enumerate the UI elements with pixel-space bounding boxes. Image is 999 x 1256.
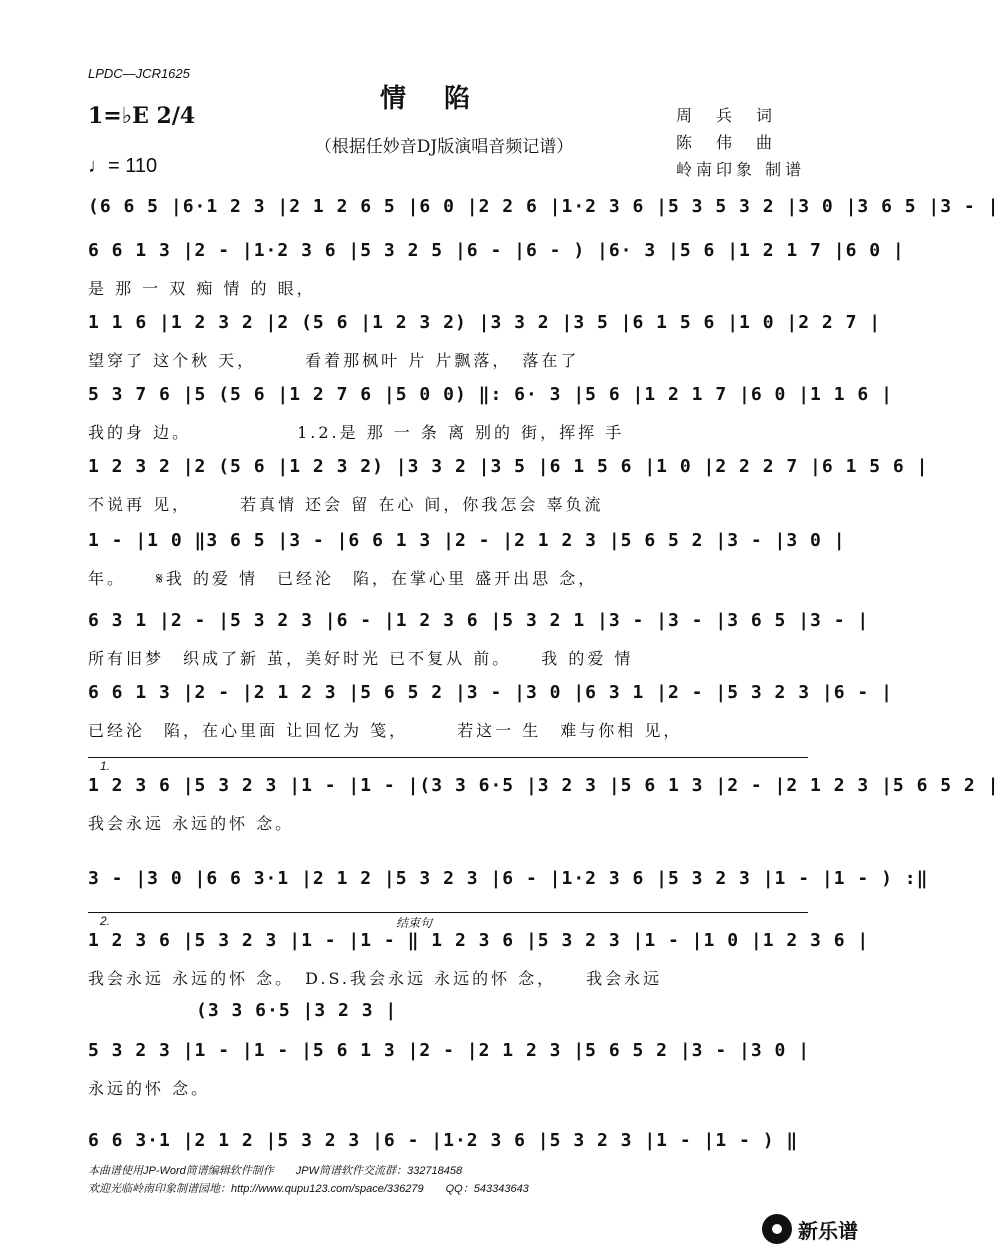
notes-line: 6 6 1 3 |2 - |2 1 2 3 |5 6 5 2 |3 - |3 0 |6 3 1 |2 - |5 3 2 3 |6 - | xyxy=(88,682,893,703)
volta-marker: 1. xyxy=(100,759,111,773)
notes-line: (6 6 5 |6·1 2 3 |2 1 2 6 5 |6 0 |2 2 6 |1·2 3 6 |5 3 5 3 2 |3 0 |3 6 5 |3 - | xyxy=(88,196,999,217)
notes-line: 1 - |1 0 ‖3 6 5 |3 - |6 6 1 3 |2 - |2 1 2 3 |5 6 5 2 |3 - |3 0 | xyxy=(88,530,846,551)
upper-voice-notes: (3 3 6·5 |3 2 3 | xyxy=(196,1000,398,1021)
volta-marker: 2. xyxy=(100,914,111,928)
logo-text: 新乐谱 xyxy=(798,1218,858,1243)
notes-line: 5 3 2 3 |1 - |1 - |5 6 1 3 |2 - |2 1 2 3 |5 6 5 2 |3 - |3 0 | xyxy=(88,1040,811,1061)
score-code: LPDC—JCR1625 xyxy=(88,66,190,81)
notes-line: 3 - |3 0 |6 6 3·1 |2 1 2 |5 3 2 3 |6 - |1·2 3 6 |5 3 2 3 |1 - |1 - ) :‖ xyxy=(88,868,929,889)
notes-line: 6 6 1 3 |2 - |1·2 3 6 |5 3 2 5 |6 - |6 - ) |6· 3 |5 6 |1 2 1 7 |6 0 | xyxy=(88,240,905,261)
volta-bracket xyxy=(88,912,808,913)
lyrics-line: 望穿了 这个秋 天， 看着那枫叶 片 片飘落， 落在了 xyxy=(88,351,580,370)
footer-website-note: 欢迎光临岭南印象制谱园地：http://www.qupu123.com/space/336279 QQ：543343643 xyxy=(88,1183,529,1195)
lyrics-line: 我的身 边。 1.2.是 那 一 条 离 别的 街，挥挥 手 xyxy=(88,423,625,442)
notes-line: 5 3 7 6 |5 (5 6 |1 2 7 6 |5 0 0) ‖: 6· 3 |5 6 |1 2 1 7 |6 0 |1 1 6 | xyxy=(88,384,893,405)
footer-software-note: 本曲谱使用JP-Word简谱编辑软件制作 JPW简谱软件交流群：332718458 xyxy=(88,1165,463,1177)
credits xyxy=(676,102,805,183)
record-disc-icon xyxy=(762,1214,792,1244)
lyrics-line: 年。 𝄋我 的爱 情 已经沦 陷，在掌心里 盛开出思 念， xyxy=(88,569,598,588)
lyrics-line: 是 那 一 双 痴 情 的 眼， xyxy=(88,279,316,298)
notes-line: 1 2 3 2 |2 (5 6 |1 2 3 2) |3 3 2 |3 5 |6 1 5 6 |1 0 |2 2 2 7 |6 1 5 6 | xyxy=(88,456,929,477)
ending-marker: 结束句 xyxy=(396,916,433,930)
arranger-credit: 岭南印象 制谱 xyxy=(676,160,806,179)
key-signature: 1=♭E 2/4 xyxy=(88,103,196,129)
lyrics-line: 不说再 见， 若真情 还会 留 在心 间，你我怎会 辜负流 xyxy=(88,495,604,514)
volta-bracket xyxy=(88,757,808,758)
lyricist-credit: 周 兵 词 xyxy=(676,106,777,125)
lyrics-line: 所有旧梦 织成了新 茧，美好时光 已不复从 前。 我 的爱 情 xyxy=(88,649,634,668)
composer-credit: 陈 伟 曲 xyxy=(676,133,777,152)
song-title: 情陷 xyxy=(379,84,508,114)
lyrics-line: 已经沦 陷，在心里面 让回忆为 笺， 若这一 生 难与你相 见， xyxy=(88,721,683,740)
notes-line: 6 6 3·1 |2 1 2 |5 3 2 3 |6 - |1·2 3 6 |5 3 2 3 |1 - |1 - ) ‖ xyxy=(88,1130,799,1151)
lyrics-line: 我会永远 永远的怀 念。 xyxy=(88,814,295,833)
song-subtitle: （根据任妙音DJ版演唱音频记谱） xyxy=(314,137,574,157)
notes-line: 1 2 3 6 |5 3 2 3 |1 - |1 - ‖ 1 2 3 6 |5 3 2 3 |1 - |1 0 |1 2 3 6 | xyxy=(88,930,870,951)
lyrics-line: 我会永远 永远的怀 念。 D.S.我会永远 永远的怀 念， 我会永远 xyxy=(88,969,663,988)
notes-line: 1 1 6 |1 2 3 2 |2 (5 6 |1 2 3 2) |3 3 2 |3 5 |6 1 5 6 |1 0 |2 2 7 | xyxy=(88,312,882,333)
lyrics-line: 永远的怀 念。 xyxy=(88,1079,211,1098)
tempo-marking: ♩= 110 xyxy=(88,155,158,177)
notes-line: 6 3 1 |2 - |5 3 2 3 |6 - |1 2 3 6 |5 3 2 1 |3 - |3 - |3 6 5 |3 - | xyxy=(88,610,870,631)
notes-line: 1 2 3 6 |5 3 2 3 |1 - |1 - |(3 3 6·5 |3 2 3 |5 6 1 3 |2 - |2 1 2 3 |5 6 5 2 | xyxy=(88,775,999,796)
site-logo xyxy=(762,1214,858,1244)
